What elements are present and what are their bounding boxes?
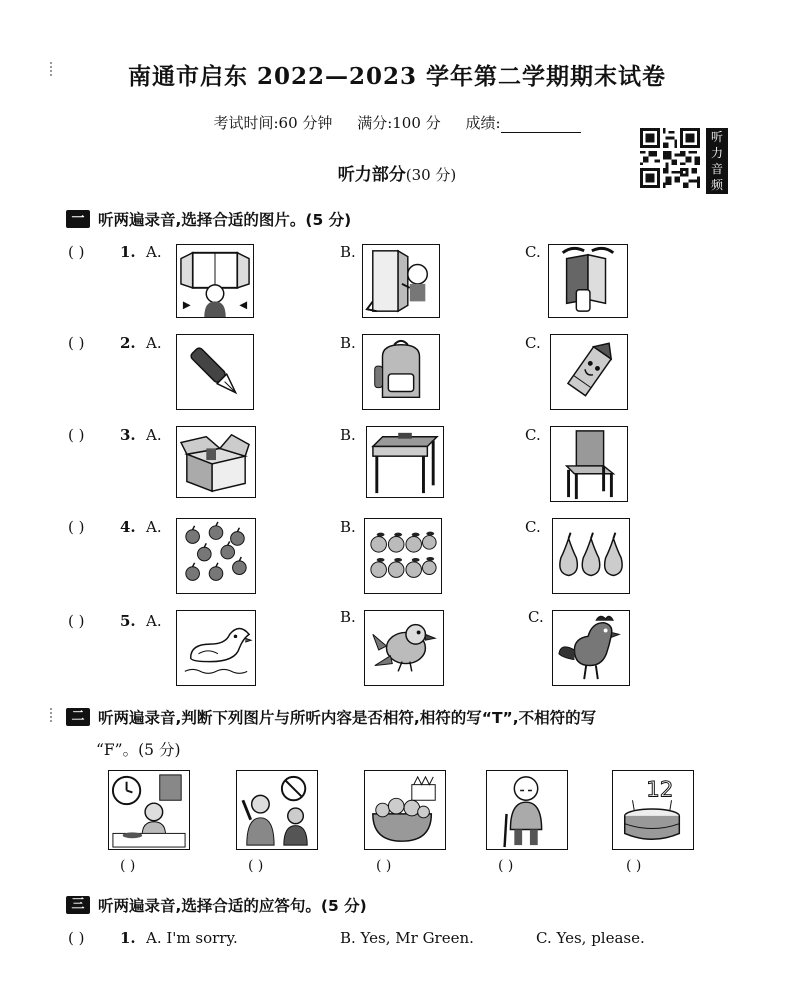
pears-icon[interactable] [552,518,630,594]
part1-heading: 一 听两遍录音,选择合适的图片。(5 分) [66,208,351,230]
option-label: A. [146,243,162,261]
option-label: B. [340,426,356,444]
part-badge: 一 [66,210,90,228]
crayon-icon[interactable] [550,334,628,410]
open-book-icon[interactable] [548,244,628,318]
answer-blank[interactable]: ( ) [120,858,136,874]
answer-blank[interactable]: ( ) [68,929,85,947]
option-label: C. [525,518,541,536]
option-label: A. [146,426,162,444]
breakfast-clock-icon[interactable] [108,770,190,850]
chair-icon[interactable] [550,426,628,502]
question-number: 5. [120,612,136,630]
binding-mark [50,708,52,722]
apples-icon[interactable] [176,518,256,594]
box-icon[interactable] [176,426,256,498]
part-badge: 二 [66,708,90,726]
answer-blank[interactable]: ( ) [248,858,264,874]
birthday-cake-icon[interactable] [612,770,694,850]
answer-blank[interactable]: ( ) [498,858,514,874]
option-a: A. I'm sorry. [146,929,238,947]
question-number: 1. [120,929,136,947]
oranges-icon[interactable] [364,518,442,594]
cock-icon[interactable] [552,610,630,686]
svg-text:12: 12 [646,777,674,803]
open-window-icon[interactable] [176,244,254,318]
part3-heading: 三 听两遍录音,选择合适的应答句。(5 分) [66,894,367,916]
answer-blank[interactable]: ( ) [68,243,85,261]
listening-section-title: 听力部分(30 分) [337,165,457,185]
option-b: B. Yes, Mr Green. [340,929,474,947]
option-label: B. [340,518,356,536]
option-label: C. [525,334,541,352]
open-door-icon[interactable] [362,244,440,318]
option-label: B. [340,608,356,626]
question-number: 1. [120,243,136,261]
score-blank[interactable] [501,118,581,133]
old-man-icon[interactable] [486,770,568,850]
answer-blank[interactable]: ( ) [68,334,85,352]
question-number: 4. [120,518,136,536]
option-label: B. [340,334,356,352]
part2-heading-cont: “F”。(5 分) [96,741,181,759]
listening-audio-label: 听 力 音 频 [706,128,728,194]
part2-heading: 二 听两遍录音,判断下列图片与所听内容是否相符,相符的写“T”,不相符的写 [66,706,596,728]
answer-blank[interactable]: ( ) [68,518,85,536]
question-number: 3. [120,426,136,444]
pen-icon[interactable] [176,334,254,410]
option-label: A. [146,334,162,352]
option-label: C. [528,608,544,626]
part-badge: 三 [66,896,90,914]
page-title: 南通市启东 2022—2023 学年第二学期期末试卷 [127,63,667,90]
question-number: 2. [120,334,136,352]
option-label: A. [146,518,162,536]
duck-icon[interactable] [176,610,256,686]
bird-icon[interactable] [364,610,444,686]
score-field[interactable]: 成绩: [465,114,580,132]
option-label: A. [146,612,162,630]
answer-blank[interactable]: ( ) [68,426,85,444]
answer-blank[interactable]: ( ) [626,858,642,874]
option-label: C. [525,426,541,444]
full-score: 满分:100 分 [357,114,441,132]
schoolbag-icon[interactable] [362,334,440,410]
answer-blank[interactable]: ( ) [376,858,392,874]
option-c: C. Yes, please. [536,929,645,947]
fruit-basket-icon[interactable] [364,770,446,850]
option-label: C. [525,243,541,261]
option-label: B. [340,243,356,261]
no-eating-icon[interactable] [236,770,318,850]
answer-blank[interactable]: ( ) [68,612,85,630]
desk-icon[interactable] [366,426,444,498]
exam-time: 考试时间:60 分钟 [213,114,333,132]
